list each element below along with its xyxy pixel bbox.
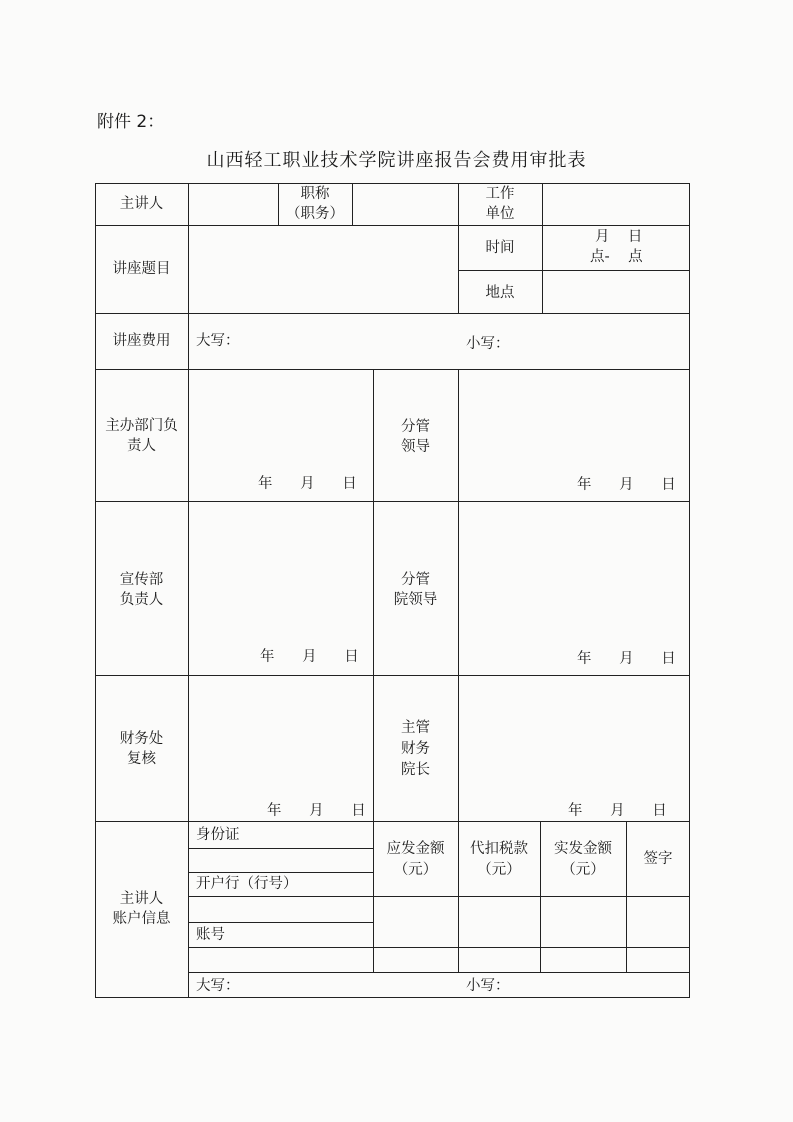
row-line xyxy=(458,270,690,271)
work-unit-label-line1: 工作 xyxy=(485,186,515,202)
date-line: 年 月 日 xyxy=(258,476,357,492)
net-amount-header-line2: （元） xyxy=(561,862,605,878)
rank-label-line1: 职称 xyxy=(300,186,330,202)
vice-president-label-line1: 分管 xyxy=(401,572,430,588)
gross-amount-header-line1: 应发金额 xyxy=(386,841,445,857)
attachment-label: 附件 2： xyxy=(97,112,165,132)
fee-lower-label: 小写： xyxy=(466,336,510,352)
host-dept-head-label-line1: 主办部门负 xyxy=(105,418,178,434)
speaker-label: 主讲人 xyxy=(119,196,164,212)
finance-president-label-line1: 主管 xyxy=(401,720,430,736)
account-info-label-line1: 主讲人 xyxy=(119,891,164,907)
row-line xyxy=(188,922,373,923)
tax-header-line2: （元） xyxy=(477,862,521,878)
col-line xyxy=(458,369,459,821)
publicity-head-label-line1: 宣传部 xyxy=(119,572,164,588)
total-upper-label: 大写： xyxy=(196,978,240,994)
account-info-label-line2: 账户信息 xyxy=(112,911,171,927)
supervisor-label-line1: 分管 xyxy=(401,419,430,435)
col-line xyxy=(542,183,543,313)
row-line xyxy=(95,675,690,676)
bank-label: 开户行（行号） xyxy=(196,876,298,892)
col-line xyxy=(188,183,189,998)
time-format-date: 月 日 xyxy=(595,229,643,245)
rank-label-line2: （职务） xyxy=(286,206,344,222)
row-line xyxy=(188,972,690,973)
time-label: 时间 xyxy=(485,240,515,256)
vice-president-label-line2: 院领导 xyxy=(393,592,438,608)
col-line xyxy=(373,369,374,972)
finance-review-label-line2: 复核 xyxy=(127,751,156,767)
row-line xyxy=(95,501,690,502)
col-line xyxy=(352,183,353,225)
row-line xyxy=(188,947,690,948)
gross-amount-header-line2: （元） xyxy=(393,862,438,878)
time-format-hours: 点- 点 xyxy=(590,249,643,265)
net-amount-header-line1: 实发金额 xyxy=(554,841,612,857)
id-card-label: 身份证 xyxy=(196,827,240,843)
fee-upper-label: 大写： xyxy=(196,333,240,349)
date-line: 年 月 日 xyxy=(568,803,667,819)
row-line xyxy=(95,369,690,370)
row-line xyxy=(188,896,690,897)
finance-review-label-line1: 财务处 xyxy=(119,731,164,747)
publicity-head-label-line2: 负责人 xyxy=(119,592,164,608)
supervisor-label-line2: 领导 xyxy=(401,439,430,455)
host-dept-head-label-line2: 责人 xyxy=(127,438,156,454)
fee-label: 讲座费用 xyxy=(112,333,171,349)
account-number-label: 账号 xyxy=(196,927,225,943)
finance-president-label-line2: 财务 xyxy=(401,741,430,757)
date-line: 年 月 日 xyxy=(267,803,366,819)
work-unit-label-line2: 单位 xyxy=(485,206,515,222)
date-line: 年 月 日 xyxy=(260,649,359,665)
date-line: 年 月 日 xyxy=(577,651,676,667)
signature-header: 签字 xyxy=(643,851,673,867)
col-line xyxy=(626,821,627,972)
finance-president-label-line3: 院长 xyxy=(401,762,430,778)
place-label: 地点 xyxy=(485,285,515,301)
row-line xyxy=(188,848,373,849)
date-line: 年 月 日 xyxy=(577,477,676,493)
tax-header-line1: 代扣税款 xyxy=(470,841,528,857)
page-title: 山西轻工职业技术学院讲座报告会费用审批表 xyxy=(206,150,587,171)
total-lower-label: 小写： xyxy=(466,978,510,994)
row-line xyxy=(95,313,690,314)
topic-label: 讲座题目 xyxy=(112,261,171,277)
